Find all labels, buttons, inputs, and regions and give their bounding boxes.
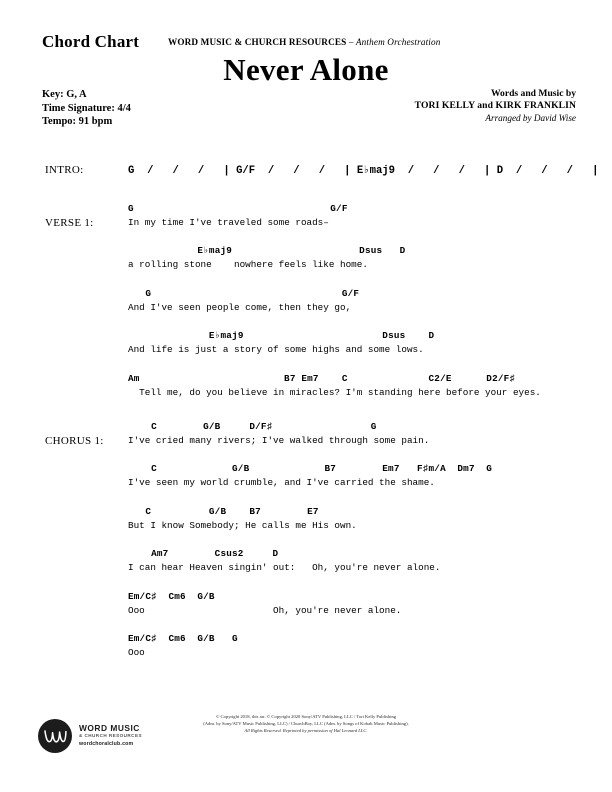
section-label-intro: INTRO: <box>45 164 84 176</box>
intro-chord-line: G / / / | G/F / / / | E♭maj9 / / / | D / / / | <box>128 165 599 177</box>
logo-website: wordchoralclub.com <box>79 741 134 748</box>
chord-row: G G/F <box>128 202 348 214</box>
verse-line-block <box>0 288 612 318</box>
tempo-line: Tempo: 91 bpm <box>42 116 113 127</box>
chord-row: G G/F <box>128 287 360 299</box>
section-label-verse: VERSE 1: <box>45 216 94 229</box>
chorus-line-block <box>0 506 612 536</box>
publisher-imprint <box>168 37 440 47</box>
lyric-row: In my time I've traveled some roads– <box>128 216 329 228</box>
chord-row: Em/C♯ Cm6 G/B <box>128 590 215 602</box>
lyric-row: I've seen my world crumble, and I've carried the shame. <box>128 477 435 488</box>
song-title: Never Alone <box>223 52 389 87</box>
chord-row: C G/B D/F♯ G <box>128 420 377 432</box>
chord-row: Am7 Csus2 D <box>128 548 279 559</box>
tag-line-block <box>0 633 612 663</box>
arranger: Arranged by David Wise <box>485 113 576 124</box>
chorus-line-block <box>0 463 612 493</box>
lyric-row: I've cried many rivers; I've walked through some pain. <box>128 434 430 446</box>
time-signature-line: Time Signature: 4/4 <box>42 102 131 114</box>
chord-row: E♭maj9 Dsus D <box>128 245 406 256</box>
verse-line-block <box>0 330 612 360</box>
chorus-line-block <box>0 421 612 451</box>
lyric-row: a rolling stone nowhere feels like home. <box>128 259 368 270</box>
chord-row: C G/B B7 Em7 F♯m/A Dm7 G <box>128 463 493 474</box>
intro-block <box>0 156 612 190</box>
songwriters: TORI KELLY and KIRK FRANKLIN <box>414 100 576 112</box>
copyright-line-1: © Copyright 2018, this arr. © Copyright 2020 Sony/ATV Publishing, LLC / Tori Kelly Publishing <box>215 714 397 719</box>
lyric-row: I can hear Heaven singin' out: Oh, you're never alone. <box>128 562 441 573</box>
chord-row: C G/B B7 E7 <box>128 505 319 517</box>
lyric-row: And I've seen people come, then they go, <box>128 301 352 313</box>
wm-monogram-icon <box>38 719 72 753</box>
lyric-row: Tell me, do you believe in miracles? I'm standing here before your eyes. <box>128 386 541 398</box>
tag-line-block <box>0 591 612 621</box>
lyric-row: But I know Somebody; He calls me His own. <box>128 519 357 531</box>
chord-row: E♭maj9 Dsus D <box>128 330 435 341</box>
key-line: Key: G, A <box>42 89 87 100</box>
verse-line-block <box>0 203 612 233</box>
imprint-suffix: – Anthem Orchestration <box>348 37 441 47</box>
imprint-name: WORD MUSIC & CHURCH RESOURCES <box>168 37 347 47</box>
lyric-row: And life is just a story of some highs and some lows. <box>128 344 424 355</box>
copyright-line-2: (Adm. by Sony/ATV Music Publishing, LLC) / ChurchBoy, LLC (Adm. by Songs of Kobalt Music Publishing). <box>203 721 409 726</box>
chorus-line-block <box>0 548 612 578</box>
verse-line-block <box>0 245 612 275</box>
words-and-music-label: Words and Music by <box>490 88 576 99</box>
logo-name: WORD MUSIC <box>79 723 140 734</box>
verse-line-block <box>0 373 612 403</box>
logo-text-group <box>79 724 142 748</box>
lyric-row: Ooo Oh, you're never alone. <box>128 604 402 616</box>
logo-subtitle: & CHURCH RESOURCES <box>79 733 142 739</box>
word-music-logo <box>38 719 142 753</box>
section-label-chorus: CHORUS 1: <box>45 434 104 447</box>
chord-chart-label: Chord Chart <box>42 32 140 51</box>
chart-body <box>0 156 612 676</box>
copyright-line-3: All Rights Reserved. Reprinted by permission of Hal Leonard LLC. <box>244 728 368 733</box>
lyric-row: Ooo <box>128 647 145 658</box>
chord-row: Em/C♯ Cm6 G/B G <box>128 633 238 644</box>
song-metadata <box>42 88 131 129</box>
credits-block <box>415 88 576 125</box>
chord-row: Am B7 Em7 C C2/E D2/F♯ <box>128 372 516 384</box>
